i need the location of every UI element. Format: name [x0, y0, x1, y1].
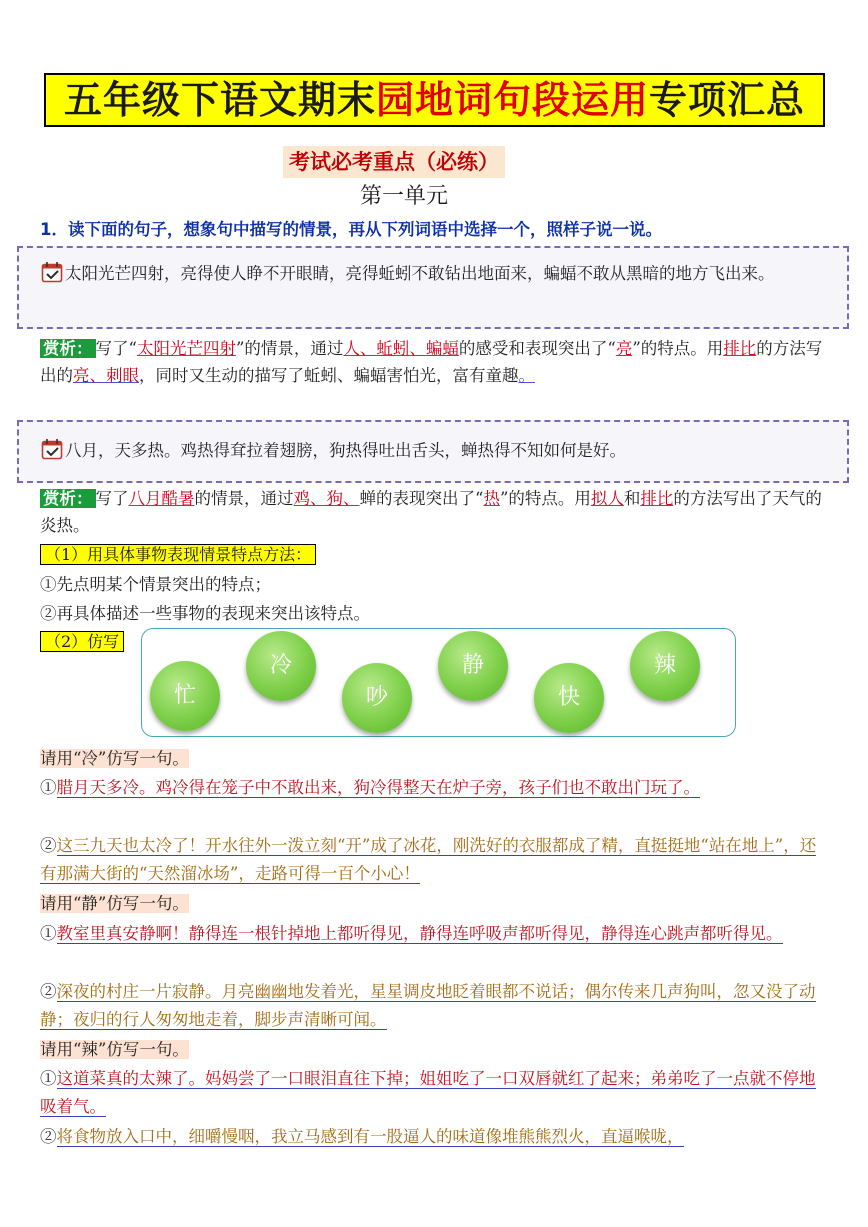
- analysis-keyword: 拟人: [590, 489, 624, 508]
- answer-text: 这三九天也太冷了！开水往外一泼立刻“开”成了冰花，刚洗好的衣服都成了精，直挺挺地“站在地上”，还有那满大街的“天然溜冰场”，走路可得一百个小心！: [40, 836, 817, 883]
- answer-text: 深夜的村庄一片寂静。月亮幽幽地发着光，星星调皮地眨着眼都不说话；偶尔传来几声狗叫，忽又没了动静；夜归的行人匆匆地走着，脚步声清晰可闻。: [40, 982, 816, 1029]
- answer-text: 腊月天多冷。鸡冷得在笼子中不敢出来，狗冷得整天在炉子旁，孩子们也不敢出门玩了。: [56, 778, 700, 797]
- analysis-text: 写了: [95, 489, 129, 508]
- title-part3: 专项汇总: [649, 78, 806, 122]
- question-1: 1．读下面的句子，想象句中描写的情景，再从下列词语中选择一个，照样子说一说。: [40, 220, 662, 239]
- answer-number: ②: [40, 1127, 57, 1146]
- analysis-keyword: 亮: [615, 339, 633, 358]
- title-part1: 五年级下语文期末: [63, 78, 376, 122]
- analysis-text: 的感受和表现突出了“: [458, 339, 616, 358]
- analysis-keyword: 八月酷暑: [128, 489, 195, 508]
- analysis-text: ”的情景，通过: [235, 339, 344, 358]
- analysis-text: 的情景，通过: [194, 489, 294, 508]
- prompt-spicy: 请用“辣”仿写一句。: [40, 1040, 189, 1059]
- imitate-label: （2）仿写: [40, 631, 124, 652]
- answer-quiet-1: [40, 920, 830, 948]
- example-sentence-1: 太阳光芒四射，亮得使人睁不开眼睛，亮得蚯蚓不敢钻出地面来，蝙蝠不敢从黑暗的地方飞出来。: [65, 264, 775, 283]
- answer-spicy-2: [40, 1123, 830, 1151]
- analysis-keyword: 排比: [640, 489, 674, 508]
- analysis-2: [40, 485, 830, 539]
- char-ball-fast: 快: [534, 663, 604, 733]
- example-sentence-2: 八月，天多热。鸡热得耷拉着翅膀，狗热得吐出舌头，蝉热得不知如何是好。: [65, 441, 626, 460]
- char-ball-noisy: 吵: [342, 663, 412, 733]
- answer-text: 教室里真安静啊！静得连一根针掉地上都听得见，静得连呼吸声都听得见，静得连心跳声都听得见。: [56, 924, 783, 943]
- answer-cold-1: [40, 774, 830, 802]
- character-options-box: [141, 628, 736, 737]
- answer-number: ①: [40, 1069, 57, 1088]
- method-step-2: ②再具体描述一些事物的表现来突出该特点。: [40, 604, 370, 623]
- unit-heading: 第一单元: [360, 184, 449, 209]
- calendar-check-icon: [41, 438, 63, 460]
- analysis-text: 的方法写出了天气的炎热。: [40, 489, 822, 535]
- analysis-text: 。: [518, 366, 535, 385]
- analysis-keyword: 排比: [723, 339, 757, 358]
- title-part2: 园地词句段运用: [375, 78, 649, 122]
- analysis-keyword: 人、蚯蚓、蝙蝠: [343, 339, 459, 358]
- analysis-keyword: 鸡、狗、: [293, 489, 360, 508]
- answer-quiet-2: [40, 978, 830, 1034]
- answer-text: 这道菜真的太辣了。妈妈尝了一口眼泪直往下掉；姐姐吃了一口双唇就红了起来；弟弟吃了一点就不停地吸着气。: [40, 1069, 816, 1116]
- example-box-2: [17, 420, 849, 483]
- analysis-text: ，同时又生动的描写了蚯蚓、蝙蝠害怕光，富有童趣: [139, 366, 519, 385]
- answer-number: ②: [40, 982, 57, 1001]
- analysis-text: 和: [623, 489, 641, 508]
- document-title: [44, 73, 825, 127]
- analysis-text: 写了“: [95, 339, 137, 358]
- analysis-keyword: 亮、刺眼: [73, 366, 139, 385]
- prompt-quiet: 请用“静”仿写一句。: [40, 894, 189, 913]
- example-box-1: [17, 246, 849, 329]
- answer-number: ②: [40, 836, 57, 855]
- char-ball-busy: 忙: [150, 661, 220, 731]
- subtitle: 考试必考重点（必练）: [283, 146, 505, 178]
- method-title: （1）用具体事物表现情景特点方法：: [40, 544, 316, 565]
- analysis-text: 的方法写出的: [40, 339, 823, 385]
- analysis-1: [40, 335, 830, 389]
- analysis-keyword: 热: [483, 489, 500, 508]
- char-ball-cold: 冷: [246, 631, 316, 701]
- answer-number: ①: [40, 924, 57, 943]
- char-ball-spicy: 辣: [630, 631, 700, 701]
- analysis-text: 蝉的表现突出了“: [359, 489, 484, 508]
- method-step-1: ①先点明某个情景突出的特点；: [40, 575, 271, 594]
- answer-cold-2: [40, 832, 830, 888]
- answer-number: ①: [40, 778, 57, 797]
- analysis-tag: 赏析：: [40, 339, 96, 358]
- analysis-text: ”的特点。用: [632, 339, 724, 358]
- calendar-check-icon: [41, 261, 63, 283]
- analysis-text: ”的特点。用: [499, 489, 591, 508]
- answer-spicy-1: [40, 1065, 830, 1121]
- analysis-keyword: 太阳光芒四射: [136, 339, 236, 358]
- prompt-cold: 请用“冷”仿写一句。: [40, 749, 189, 768]
- char-ball-quiet: 静: [438, 631, 508, 701]
- answer-text: 将食物放入口中，细嚼慢咽，我立马感到有一股逼人的味道像堆熊熊烈火，直逼喉咙，: [56, 1127, 684, 1146]
- analysis-tag: 赏析：: [40, 489, 96, 508]
